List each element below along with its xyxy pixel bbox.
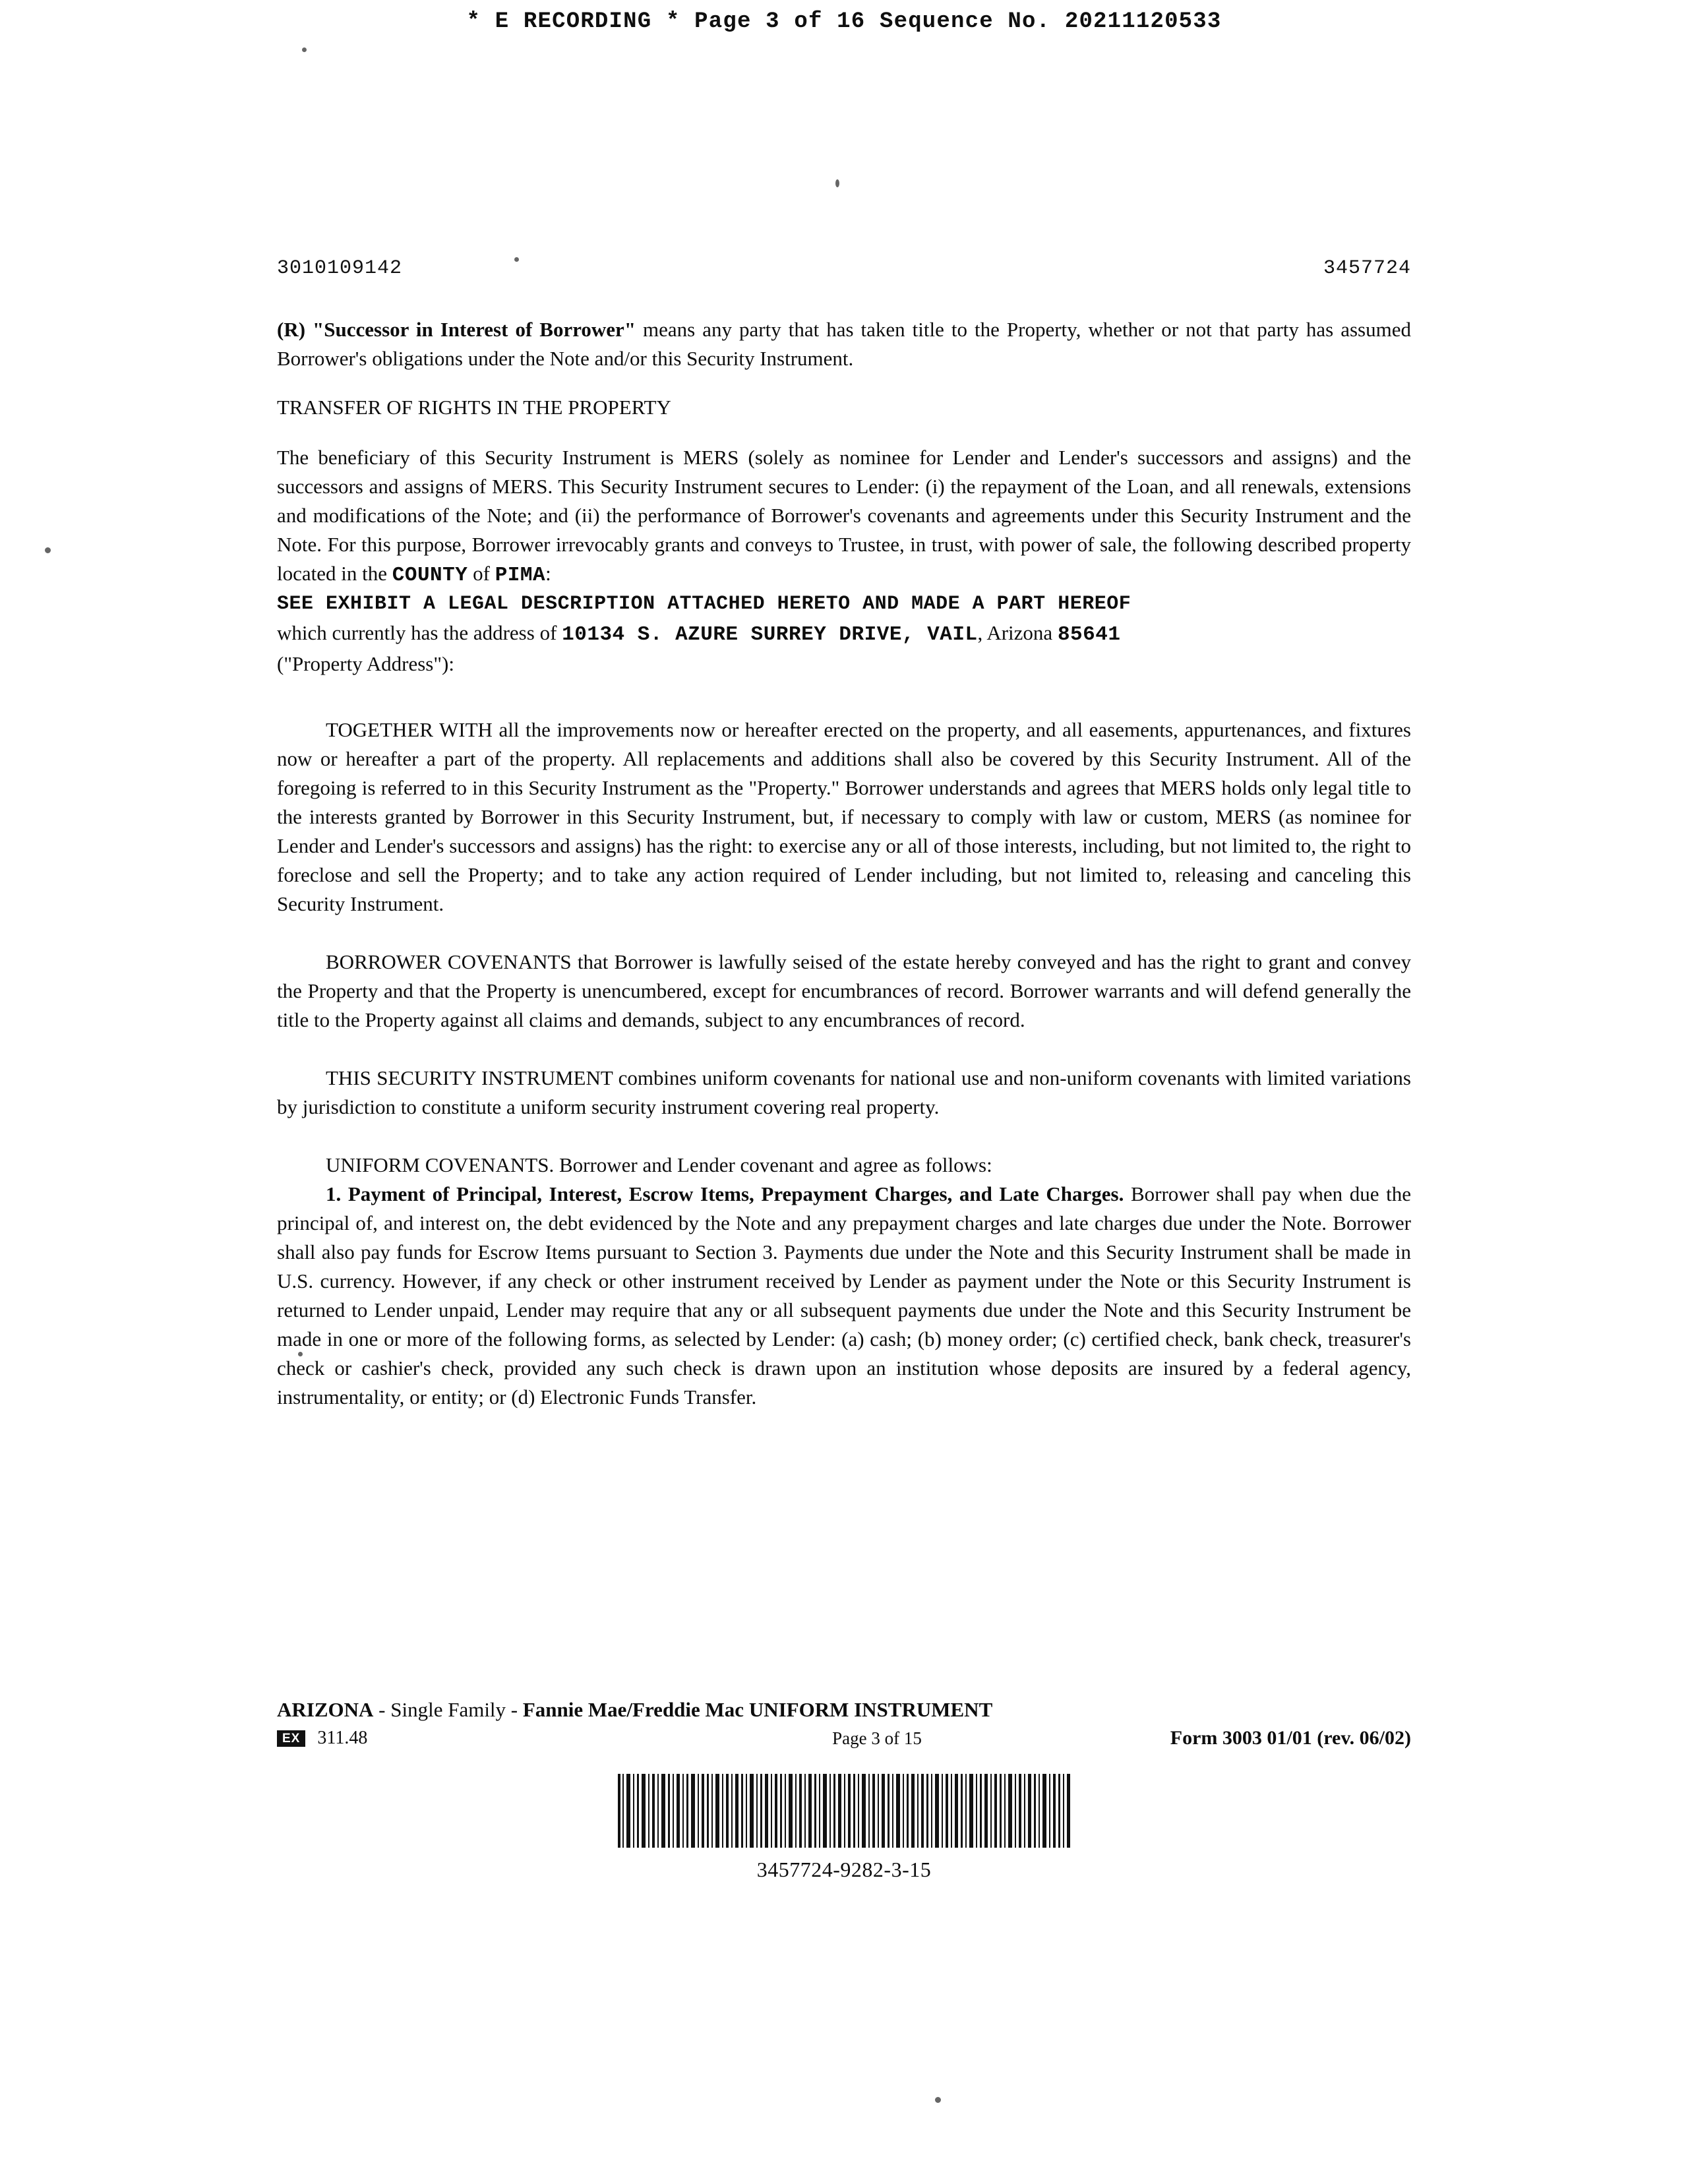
loan-number-left: 3010109142 [277,257,403,280]
property-address-suffix: ("Property Address"): [277,652,454,675]
section-1-paragraph [277,1180,1411,1412]
scan-speck [302,47,307,52]
document-footer [277,1698,1411,1749]
footer-version-group [277,1728,686,1749]
erecording-header: * E RECORDING * Page 3 of 16 Sequence No. 20211120533 [466,9,1222,34]
this-security-instrument-paragraph: THIS SECURITY INSTRUMENT combines uniform covenants for national use and non-uniform covenants with limited variations by jurisdiction to constitute a uniform security instrument covering real property. [277,1066,1411,1118]
transfer-of-rights-heading: TRANSFER OF RIGHTS IN THE PROPERTY [277,396,671,419]
footer-agency: Fannie Mae/Freddie Mac UNIFORM INSTRUMENT [522,1698,993,1721]
uniform-covenants-line: UNIFORM COVENANTS. Borrower and Lender covenant and agree as follows: [326,1153,992,1176]
exhibit-a-line: SEE EXHIBIT A LEGAL DESCRIPTION ATTACHED HERETO AND MADE A PART HEREOF [277,593,1131,616]
section-1-body: Borrower shall pay when due the principal of, and interest on, the debt evidenced by the Note and any prepayment charges and late charges due under the Note. Borrower shall also pay funds for Escrow Items pursuant to Section 3. Payments due under the Note and this Security Instrument shall be made in U.S. currency. However, if any check or other instrument received by Lender as payment under the Note or this Security Instrument is returned to Lender unpaid, Lender may require that any or all subsequent payments due under the Note and this Security Instrument be made in one or more of the following forms, as selected by Lender: (a) cash; (b) money order; (c) certified check, bank check, treasurer's check or cashier's check, provided any such check is drawn upon an institution whose deposits are insured by a federal agency, instrumentality, or entity; or (d) Electronic Funds Transfer. [277,1182,1411,1409]
address-zip: 85641 [1057,622,1121,646]
definition-r-paragraph [277,315,1411,373]
address-prefix: which currently has the address of [277,621,562,644]
transfer-body-text: The beneficiary of this Security Instrument is MERS (solely as nominee for Lender and Lender's successors and assigns) and the successors and assigns of MERS. This Security Instrument secures to Lender: (i) the repayment of the Loan, and all renewals, extensions and modifications of the Note; and (ii) the performance of Borrower's covenants and agreements under this Security Instrument and the Note. For this purpose, Borrower irrevocably grants and conveys to Trustee, in trust, with power of sale, the following described property located in the [277,446,1411,586]
scan-speck [835,179,839,187]
transfer-body-paragraph [277,443,1411,590]
borrower-covenants-paragraph: BORROWER COVENANTS that Borrower is lawfully seised of the estate hereby conveyed and has the right to grant and convey the Property and that the Property is unencumbered, except for encumbrances of record. Borrower warrants and will defend generally the title to the Property against all claims and demands, subject to any encumbrances of record. [277,950,1411,1031]
county-colon: : [545,562,551,586]
loan-number-right: 3457724 [1323,257,1411,280]
footer-state-rest: - Single Family - [373,1698,523,1721]
footer-meta-row [277,1727,1411,1749]
document-body [277,257,1411,1412]
footer-state: ARIZONA [277,1698,374,1721]
definition-r-label: (R) "Successor in Interest of Borrower" [277,318,636,341]
footer-instrument-line [277,1698,1411,1722]
property-address-line [277,619,1411,650]
county-name: PIMA [495,564,546,588]
together-with-paragraph: TOGETHER WITH all the improvements now or hereafter erected on the property, and all easements, appurtenances, and fixtures now or hereafter a part of the property. All replacements and additions shall also be covered by this Security Instrument. All of the foregoing is referred to in this Security Instrument as the "Property." Borrower understands and agrees that MERS holds only legal title to the interests granted by Borrower in this Security Instrument, but, if necessary to comply with law or custom, MERS (as nominee for Lender and Lender's successors and assigns) has the right: to exercise any or all of those interests, including, but not limited to, the right to foreclose and sell the Property; and to take any action required of Lender including, but not limited to, releasing and canceling this Security Instrument. [277,717,1411,915]
address-state: , Arizona [977,621,1058,644]
scan-speck [935,2097,941,2103]
definition-r-text: means any party that has taken title to the Property, whether or not that party has assumed Borrower's obligations under the Note and/or this Security Instrument. [277,318,1411,371]
address-street: 10134 S. AZURE SURREY DRIVE, VAIL [562,622,978,646]
footer-version: 311.48 [317,1728,368,1748]
scan-speck [45,547,51,553]
section-1-heading: 1. Payment of Principal, Interest, Escrow Items, Prepayment Charges, and Late Charges. [326,1182,1124,1205]
footer-page-of: Page 3 of 15 [832,1728,922,1748]
barcode-area [0,1774,1688,1882]
barcode-image [617,1774,1071,1848]
county-label: COUNTY [392,564,468,588]
footer-form-id: Form 3003 01/01 (rev. 06/02) [1170,1727,1411,1749]
ex-badge-icon: EX [277,1730,305,1747]
barcode-number: 3457724-9282-3-15 [756,1858,932,1881]
of-word: of [467,562,495,586]
loan-number-row [277,257,1411,280]
